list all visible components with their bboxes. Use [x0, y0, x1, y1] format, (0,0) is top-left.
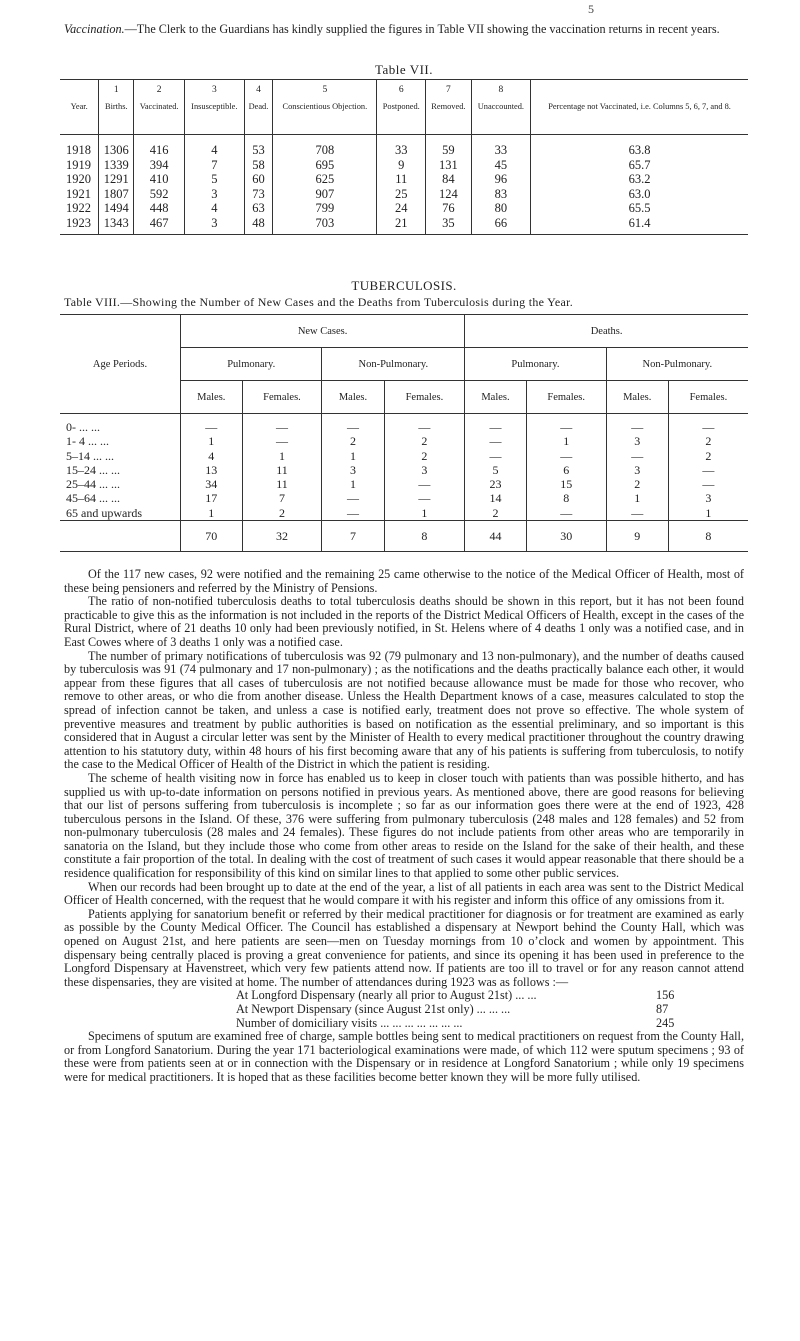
table-row — [60, 414, 748, 435]
table-cell: 63 — [244, 201, 273, 216]
table-cell: 695 — [273, 158, 377, 173]
table-cell: 4 — [185, 201, 245, 216]
table-cell: 4 — [185, 135, 245, 158]
table-cell: 2 — [668, 434, 748, 448]
table-cell: — — [668, 414, 748, 435]
table7-col-header — [244, 80, 273, 135]
table7-col-header — [531, 80, 748, 135]
table-cell: 448 — [134, 201, 185, 216]
table7-col-number: 1 — [113, 85, 119, 95]
table-row — [60, 477, 748, 491]
total-cell: 30 — [526, 521, 606, 552]
table-cell: — — [322, 506, 384, 521]
table-cell: 35 — [426, 216, 472, 235]
table-cell: 1 — [606, 491, 668, 505]
new-cases-header: New Cases. — [181, 315, 465, 348]
table7-col-header — [426, 80, 472, 135]
table7-col-label: Insusceptible. — [191, 102, 238, 111]
vaccination-intro — [64, 23, 744, 37]
table8-caption: Table VIII.—Showing the Number of New Cases and the Deaths from Tuberculosis during the Year. — [64, 295, 574, 309]
paragraph-6: Patients applying for sanatorium benefit or referred by their medical practitioner for diagnosis or for treatment are examined as early as possible by the County Medical Officer. The Council has established a dispensary at Newport behind the County Hall, which was opened on August 21st, and here patients are seen—men on Tuesday mornings from 10 o’clock and women by appointment. This dispensary being centrally placed is proving a great convenience for patients, and since its opening it has been used in preference to the Longford Dispensary at Havenstreet, which very few patients attend now. If patients are too ill to travel or for any reason cannot attend these dispensaries, they are visited at home. The number of attendances during 1923 was as follows :— — [64, 906, 744, 989]
table-cell: 3 — [322, 463, 384, 477]
table-cell: 2 — [384, 434, 465, 448]
table-cell: — — [465, 414, 527, 435]
table-cell: 1343 — [99, 216, 134, 235]
table7-col-label: Dead. — [248, 102, 269, 111]
table7-col-label: Postponed. — [382, 102, 420, 111]
table-cell: — — [668, 463, 748, 477]
table-cell: 1 — [668, 506, 748, 521]
table-cell: 24 — [377, 201, 426, 216]
sex-header: Males. — [465, 381, 527, 414]
table7-col-number — [62, 86, 96, 95]
table7-col-label: Births. — [104, 102, 128, 111]
table-cell: 703 — [273, 216, 377, 235]
table-cell: 3 — [606, 434, 668, 448]
table-cell: 65.7 — [531, 158, 748, 173]
table-cell: 1339 — [99, 158, 134, 173]
table7-col-number: 6 — [398, 85, 404, 95]
table-cell: 708 — [273, 135, 377, 158]
table7-col-header — [471, 80, 531, 135]
table-cell: 63.2 — [531, 172, 748, 187]
vaccination-table-header — [60, 80, 748, 135]
table-cell: — — [384, 414, 465, 435]
table-cell: — — [384, 491, 465, 505]
total-cell: 7 — [322, 521, 384, 552]
table-cell: 1 — [322, 477, 384, 491]
total-cell: 70 — [181, 521, 243, 552]
table-cell: 25 — [377, 187, 426, 202]
table-cell: — — [465, 449, 527, 463]
table-cell: — — [606, 506, 668, 521]
table-cell: 1807 — [99, 187, 134, 202]
table-cell: 1918 — [66, 143, 91, 157]
paragraph-2: The ratio of non-notified tuberculosis deaths to total tuberculosis deaths should be shown in this report, but it has not been found practicable to give this as the information is not included in the reports of the District Medical Officers of Health, except in the cases of the Rural District, where of 21 deaths 10 only had been previously notified, in St. Helens where of 4 deaths 1 only was a notified case, and in East Cowes where of 3 deaths 1 only was a notified case. — [64, 594, 744, 649]
page-number: 5 — [588, 2, 594, 16]
age-periods-header: Age Periods. — [60, 315, 181, 414]
tuberculosis-table — [60, 314, 748, 552]
table-cell: 63.8 — [531, 135, 748, 158]
table-row — [60, 187, 748, 202]
table-cell: 3 — [384, 463, 465, 477]
table-cell: 34 — [181, 477, 243, 491]
table7-col-label: Conscientious Objection. — [282, 102, 368, 111]
sex-header: Males. — [181, 381, 243, 414]
sex-header: Females. — [668, 381, 748, 414]
table-cell: 58 — [244, 158, 273, 173]
table-cell: 63.0 — [531, 187, 748, 202]
table-cell: 1 — [242, 449, 322, 463]
table7-col-number: 8 — [498, 85, 504, 95]
attendance-row — [64, 1003, 744, 1017]
table7-col-header — [273, 80, 377, 135]
table-cell: 11 — [242, 463, 322, 477]
table-row — [60, 135, 748, 158]
table7-caption: Table VII. — [375, 62, 433, 77]
table-cell: 1 — [384, 506, 465, 521]
table-cell: 33 — [471, 135, 531, 158]
sex-header: Males. — [322, 381, 384, 414]
sex-header: Females. — [242, 381, 322, 414]
table-cell: 8 — [526, 491, 606, 505]
table-cell: 66 — [471, 216, 531, 235]
tuberculosis-table-body — [60, 414, 748, 552]
table-cell: 59 — [426, 135, 472, 158]
attendance-label: Number of domiciliary visits ... ... ... ... ... ... ... — [236, 1015, 463, 1030]
table-cell: 65.5 — [531, 201, 748, 216]
table-cell: 1919 — [66, 157, 91, 172]
table-cell: 1 — [322, 449, 384, 463]
vaccination-table — [60, 79, 748, 235]
table7-col-header — [185, 80, 245, 135]
table-row — [60, 201, 748, 216]
table-cell: 14 — [465, 491, 527, 505]
sex-header: Females. — [384, 381, 465, 414]
table-cell: — — [668, 477, 748, 491]
table-cell: 53 — [244, 135, 273, 158]
table7-col-header — [134, 80, 185, 135]
table7-col-number: 2 — [156, 85, 162, 95]
age-period: 1- 4 ... ... — [66, 434, 109, 449]
age-period: 45–64 ... ... — [66, 491, 120, 506]
table-cell: 3 — [668, 491, 748, 505]
total-cell: 44 — [465, 521, 527, 552]
vaccination-table-body — [60, 135, 748, 235]
table-cell: 592 — [134, 187, 185, 202]
table7-col-label: Year. — [70, 102, 88, 111]
table-cell: 83 — [471, 187, 531, 202]
table-row — [60, 216, 748, 235]
table7-col-number: 4 — [256, 85, 261, 95]
table-cell: 73 — [244, 187, 273, 202]
table-cell: 1923 — [60, 216, 99, 235]
table7-col-number — [533, 86, 746, 95]
table-row — [60, 449, 748, 463]
table-cell: 1921 — [66, 186, 91, 201]
table-cell: 2 — [242, 506, 322, 521]
total-cell: 9 — [606, 521, 668, 552]
table-cell: 61.4 — [531, 216, 748, 235]
table7-col-label: Removed. — [431, 102, 466, 111]
table7-col-label: Percentage not Vaccinated, i.e. Columns 5, 6, 7, and 8. — [548, 102, 731, 111]
table-cell: — — [322, 414, 384, 435]
table-cell: 60 — [244, 172, 273, 187]
age-period: 15–24 ... ... — [66, 462, 120, 477]
table-cell: 11 — [242, 477, 322, 491]
table-cell: 394 — [134, 158, 185, 173]
total-cell: 8 — [668, 521, 748, 552]
table-cell: — — [606, 414, 668, 435]
table7-col-label: Unaccounted. — [477, 102, 525, 111]
table-cell: 1306 — [99, 135, 134, 158]
table-cell: 3 — [606, 463, 668, 477]
table-cell: 48 — [244, 216, 273, 235]
totals-label — [60, 521, 181, 552]
age-period: 65 and upwards — [66, 505, 142, 520]
table-cell: — — [526, 414, 606, 435]
table-cell: 6 — [526, 463, 606, 477]
table-cell: — — [465, 434, 527, 448]
table-cell: — — [242, 414, 322, 435]
table-cell: 1 — [526, 434, 606, 448]
table-cell: 76 — [426, 201, 472, 216]
table-row — [60, 506, 748, 521]
tuberculosis-title: TUBERCULOSIS. — [351, 278, 457, 293]
deaths-header: Deaths. — [465, 315, 748, 348]
age-period: 25–44 ... ... — [66, 477, 120, 492]
table-cell: 2 — [322, 434, 384, 448]
table-row — [60, 463, 748, 477]
table7-col-header — [99, 80, 134, 135]
attendance-value: 87 — [656, 1002, 669, 1016]
paragraph-7: Specimens of sputum are examined free of charge, sample bottles being sent to medical practitioners on request from the County Hall, or from Longford Sanatorium. During the year 171 bacteriological examinations were made, of which 112 were sputum specimens ; 93 of these were from patients seen at or in connection with the Dispensary or in residence at Longford Sanatorium ; while only 19 specimens were for medical practitioners. It is hoped that as these facilities become better known they will be more fully utilised. — [64, 1029, 744, 1084]
report-body — [64, 568, 744, 1085]
table-cell: 1494 — [99, 201, 134, 216]
table-cell: 1920 — [66, 172, 91, 186]
table-row — [60, 172, 748, 187]
age-period: 5–14 ... ... — [66, 448, 114, 463]
table-cell: — — [526, 449, 606, 463]
new-pulmonary-header: Pulmonary. — [181, 348, 322, 381]
table-cell: — — [384, 477, 465, 491]
table-cell: 33 — [377, 135, 426, 158]
table7-col-number: 5 — [322, 85, 328, 95]
table-row — [60, 434, 748, 448]
table-cell: 907 — [273, 187, 377, 202]
attendance-label: At Newport Dispensary (since August 21st only) ... ... ... — [236, 1002, 511, 1016]
table-cell: 2 — [668, 449, 748, 463]
table-cell: 84 — [426, 172, 472, 187]
table-cell: 9 — [377, 158, 426, 173]
table-cell: — — [526, 506, 606, 521]
table-cell: 3 — [185, 216, 245, 235]
attendance-value: 156 — [656, 988, 675, 1003]
table-cell: — — [322, 491, 384, 505]
table7-col-header — [60, 80, 99, 135]
table-cell: 7 — [242, 491, 322, 505]
attendance-row — [64, 989, 744, 1003]
table-cell: 11 — [377, 172, 426, 187]
paragraph-1: Of the 117 new cases, 92 were notified and the remaining 25 came otherwise to the notice of the Medical Officer of Health, most of these being pensioners and referred by the Ministry of Pensions. — [64, 567, 744, 595]
totals-row — [60, 521, 748, 552]
table-cell: 131 — [426, 158, 472, 173]
table-cell: 4 — [181, 449, 243, 463]
deaths-pulmonary-header: Pulmonary. — [465, 348, 606, 381]
age-period: 0- ... ... — [66, 420, 100, 434]
table-cell: 23 — [465, 477, 527, 491]
table-cell: 2 — [384, 449, 465, 463]
vaccination-intro-text: —The Clerk to the Guardians has kindly supplied the figures in Table VII showing the vaccination returns in recent years. — [124, 22, 720, 36]
table-cell: 1291 — [99, 172, 134, 187]
attendance-row — [64, 1017, 744, 1031]
total-cell: 8 — [384, 521, 465, 552]
deaths-non-pulmonary-header: Non-Pulmonary. — [606, 348, 748, 381]
table-cell: 45 — [471, 158, 531, 173]
table-cell: 467 — [134, 216, 185, 235]
table-cell: 1 — [181, 506, 243, 521]
sex-header: Females. — [526, 381, 606, 414]
table-cell: 2 — [465, 506, 527, 521]
table-cell: 15 — [526, 477, 606, 491]
table-cell: — — [181, 414, 243, 435]
table-cell: 3 — [185, 187, 245, 202]
sex-header: Males. — [606, 381, 668, 414]
table-cell: 21 — [377, 216, 426, 235]
new-non-pulmonary-header: Non-Pulmonary. — [322, 348, 465, 381]
table-cell: 124 — [426, 187, 472, 202]
table-cell: 2 — [606, 477, 668, 491]
table7-col-header — [377, 80, 426, 135]
table-cell: 5 — [185, 172, 245, 187]
table-row — [60, 158, 748, 173]
vaccination-heading: Vaccination. — [64, 22, 125, 36]
table-cell: 416 — [134, 135, 185, 158]
table-cell: 1922 — [66, 201, 91, 215]
table-cell: 799 — [273, 201, 377, 216]
table7-col-number: 7 — [446, 85, 451, 95]
total-cell: 32 — [242, 521, 322, 552]
table-cell: 1 — [181, 434, 243, 448]
table-cell: 80 — [471, 201, 531, 216]
table7-col-label: Vaccinated. — [139, 102, 179, 111]
paragraph-3: The number of primary notifications of tuberculosis was 92 (79 pulmonary and 13 non-pulmonary), and the number of deaths caused by tuberculosis was 91 (74 pulmonary and 17 non-pulmonary) ; as the notifications and the deaths practically balance each other, it would appear from these figures that all cases of tuberculosis are not notified because allowance must be made for those who recover, who remove to other areas, or who die from another disease. Unless the Health Department knows of a case, measures calculated to stop the spread of infection cannot be taken, and unless a case is notified early, treatment does not prove so effective. The whole system of preventive measures and treatment by public authorities is based on notification as the essential preliminary, and so important is this considered that in August a circular letter was sent by the Minister of Health to every medical practitioner throughout the country drawing attention to his statutory duty, within 48 hours of his first becoming aware that any of his patients is suffering from tuberculosis, to notify the case to the Medical Officer of Health of the District in which the patient is residing. — [64, 648, 744, 772]
table-cell: 625 — [273, 172, 377, 187]
attendance-label: At Longford Dispensary (nearly all prior to August 21st) ... ... — [236, 988, 537, 1003]
table-cell: 7 — [185, 158, 245, 173]
table-cell: 410 — [134, 172, 185, 187]
table-cell: 96 — [471, 172, 531, 187]
table-cell: 5 — [465, 463, 527, 477]
table-cell: — — [606, 449, 668, 463]
table-cell: 17 — [181, 491, 243, 505]
table-row — [60, 491, 748, 505]
table-cell: 13 — [181, 463, 243, 477]
paragraph-5: When our records had been brought up to date at the end of the year, a list of all patients in each area was sent to the District Medical Officer of Health concerned, with the request that he would compare it with his register and inform this office of any omissions from it. — [64, 879, 744, 908]
table-cell: — — [242, 434, 322, 448]
paragraph-4: The scheme of health visiting now in force has enabled us to keep in closer touch with patients than was possible hitherto, and has supplied us with up-to-date information on persons notified in previous years. As mentioned above, there are good reasons for believing that our list of persons suffering from tuberculosis is incomplete ; so far as our information goes there were at the end of 1923, 428 tuberculous persons in the Island. Of these, 376 were suffering from pulmonary tuberculosis (248 males and 128 females) and 52 from non-pulmonary tuberculosis (28 males and 24 females). These figures do not include patients from other areas who are temporarily in sanatoria on the Island, but they include those who come from other areas to reside on the Island for the sake of their health, and these constitute a fair proportion of the total. In dealing with the cost of treatment of such cases it would appear reasonable that there should be a residence qualification for responsibility of this kind on similar lines to that applied to some other public services. — [64, 770, 744, 881]
attendance-value: 245 — [656, 1015, 675, 1030]
table7-col-number: 3 — [211, 85, 217, 95]
